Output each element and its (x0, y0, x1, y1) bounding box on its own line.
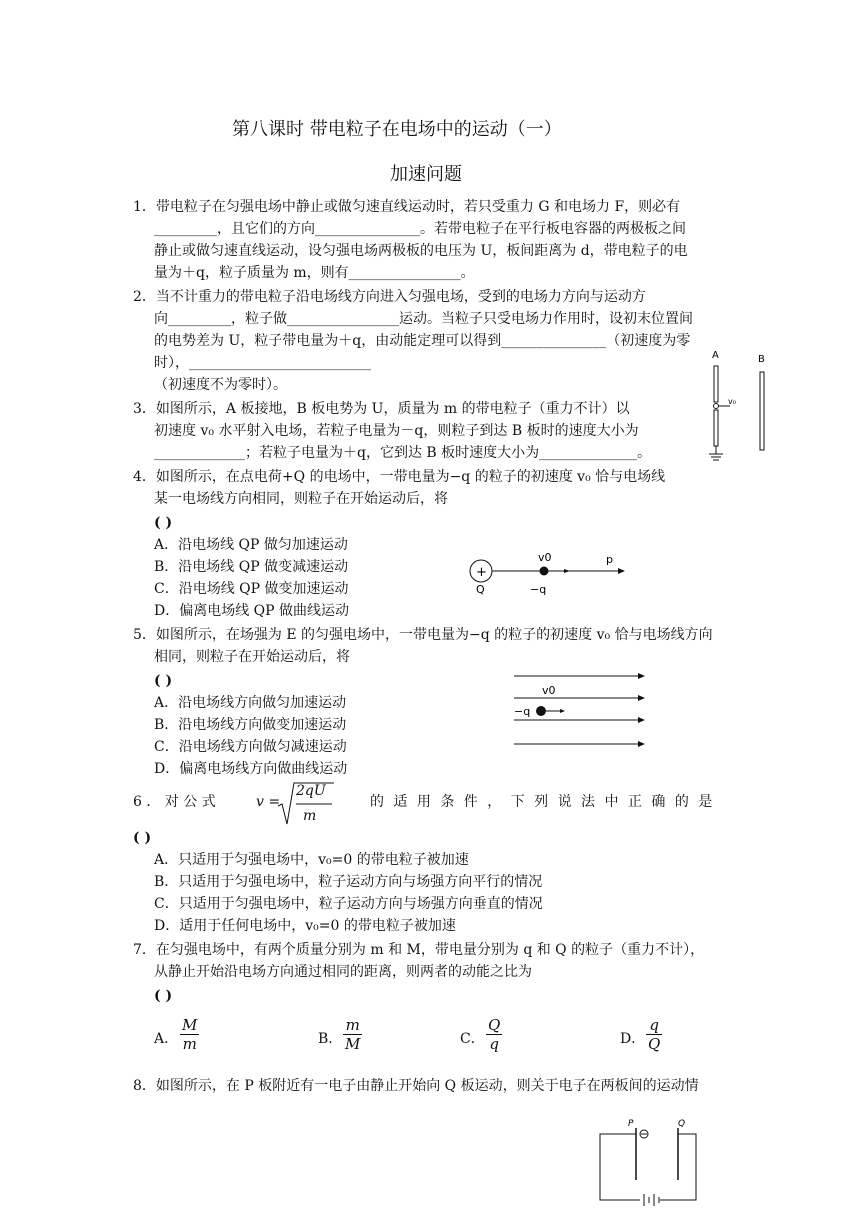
q8-capacitor-figure (594, 1114, 704, 1214)
q7-option-d-letter: D． (620, 1031, 646, 1047)
q7-option-a-fraction: $\frac{M}{m}$ (182, 1016, 198, 1053)
q2-line1: 2．当不计重力的带电粒子沿电场线方向进入匀强电场，受到的电场力方向与运动方 (133, 289, 646, 305)
q3-line2: 初速度 v₀ 水平射入电场，若粒子电量为－q，则粒子到达 B 板时的速度大小为 (154, 423, 639, 439)
q7-option-c-letter: C． (460, 1031, 485, 1047)
q4-fig-neg: −q (530, 583, 547, 596)
q7-option-b-letter: B． (318, 1031, 343, 1047)
q3-plate-b (760, 372, 764, 450)
q7-line2: 从静止开始沿电场方向通过相同的距离，则两者的动能之比为 (154, 964, 532, 980)
q4-option-c: C．沿电场线 QP 做变加速运动 (154, 581, 349, 597)
page-title: 第八课时 带电粒子在电场中的运动（一） (232, 119, 562, 140)
q5-line1: 5．如图所示，在场强为 E 的匀强电场中，一带电量为−q 的粒子的初速度 v₀ 恰与电场线方向 (133, 627, 713, 643)
q4-line2: 某一电场线方向相同，则粒子在开始运动后，将 (154, 491, 448, 507)
q5-answer-blank: ( ) (154, 673, 173, 689)
q4-option-d: D．偏离电场线 QP 做曲线运动 (154, 603, 350, 619)
q8-wire-left (600, 1134, 640, 1200)
q8-fig-p: P (628, 1119, 634, 1129)
q3-particle (714, 404, 719, 409)
q3-line3: _____________；若粒子电量为＋q，它到达 B 板时速度大小为______________。 (154, 445, 652, 461)
q7-line1: 7．在匀强电场中，有两个质量分别为 m 和 M，带电量分别为 q 和 Q 的粒子（重力不计）， (133, 942, 705, 958)
q4-fig-plus: + (476, 565, 487, 580)
q1-line2: _________，且它们的方向_______________。若带电粒子在平行板电容器的两极板之间 (154, 221, 686, 237)
q6-formula-denominator: m (303, 808, 317, 824)
q5-uniform-field-figure (510, 666, 650, 752)
q6-formula-numerator: 2qU (296, 783, 326, 799)
q1-line4: 量为＋q，粒子质量为 m，则有________________。 (154, 265, 475, 281)
q6-prefix: 6 ． 对 公 式 (133, 794, 216, 810)
q3-plate-a-top (714, 366, 718, 402)
q6-answer-blank: ( ) (133, 830, 152, 846)
q7-option-b-fraction: $\frac{m}{M}$ (345, 1016, 361, 1053)
q5-option-d: D．偏离电场线方向做曲线运动 (154, 761, 348, 777)
q6-option-a: A．只适用于匀强电场中，v₀=0 的带电粒子被加速 (154, 852, 469, 868)
q4-fig-q: Q (476, 583, 485, 596)
q4-field-arrowhead (618, 568, 625, 574)
q5-fig-v: v0 (542, 684, 556, 697)
q3-fig-label-b: B (758, 354, 765, 365)
q5-option-a: A．沿电场线方向做匀加速运动 (154, 695, 347, 711)
q6-option-c: C．只适用于匀强电场中，粒子运动方向与场强方向垂直的情况 (154, 896, 543, 912)
section-subtitle: 加速问题 (390, 164, 462, 185)
q5-particle (536, 706, 546, 716)
q6-option-d: D．适用于任何电场中，v₀=0 的带电粒子被加速 (154, 918, 456, 934)
q5-option-c: C．沿电场线方向做匀减速运动 (154, 739, 347, 755)
q2-line2: 向_________，粒子做________________运动。当粒子只受电场力作用时，设初末位置间 (154, 311, 693, 327)
q2-line3: 的电势差为 U，粒子带电量为＋q，由动能定理可以得到_______________（初速度为零 (154, 333, 691, 349)
q4-option-b: B．沿电场线 QP 做变减速运动 (154, 559, 349, 575)
q8-fig-q: Q (678, 1119, 686, 1129)
q4-fig-p: p (606, 553, 613, 566)
q7-option-d-fraction: $\frac{q}{Q}$ (648, 1016, 661, 1053)
q3-line1: 3．如图所示，A 板接地，B 板电势为 U，质量为 m 的带电粒子（重力不计）以 (133, 401, 630, 417)
q4-line1: 4．如图所示，在点电荷+Q 的电场中，一带电量为−q 的粒子的初速度 v₀ 恰与电场线 (133, 469, 666, 485)
q2-line5: （初速度不为零时）。 (154, 377, 287, 393)
q5-option-b: B．沿电场线方向做变加速运动 (154, 717, 347, 733)
q3-plate-a-bottom (714, 410, 718, 446)
q6-option-b: B．只适用于匀强电场中，粒子运动方向与场强方向平行的情况 (154, 874, 543, 890)
q5-fig-neg: −q (514, 705, 531, 718)
q6-formula-lhs: v = (256, 794, 281, 810)
q7-answer-blank: ( ) (154, 988, 173, 1004)
q3-fig-label-a: A (712, 350, 719, 361)
q6-suffix: 的 适 用 条 件 ， 下 列 说 法 中 正 确 的 是 (370, 794, 713, 810)
q2-line4: 时），__________________________ (154, 355, 371, 371)
q7-option-c-fraction: $\frac{Q}{q}$ (488, 1016, 501, 1053)
q3-plates-figure (700, 348, 780, 466)
q4-answer-blank: ( ) (154, 515, 173, 531)
q5-line2: 相同，则粒子在开始运动后，将 (154, 649, 350, 665)
q7-option-a-letter: A． (154, 1031, 179, 1047)
q3-fig-label-v: v₀ (728, 397, 736, 406)
q8-line1: 8．如图所示，在 P 板附近有一电子由静止开始向 Q 板运动，则关于电子在两板间的运动情 (133, 1078, 699, 1094)
q4-particle (540, 567, 549, 576)
q4-point-charge-figure (460, 548, 630, 598)
q4-option-a: A．沿电场线 QP 做匀加速运动 (154, 537, 348, 553)
q1-line3: 静止或做匀速直线运动，设匀强电场两极板的电压为 U，板间距离为 d，带电粒子的电 (154, 243, 688, 259)
q4-fig-v: v0 (538, 551, 552, 564)
q1-line1: 1．带电粒子在匀强电场中静止或做匀速直线运动时，若只受重力 G 和电场力 F，则必有 (133, 199, 681, 215)
